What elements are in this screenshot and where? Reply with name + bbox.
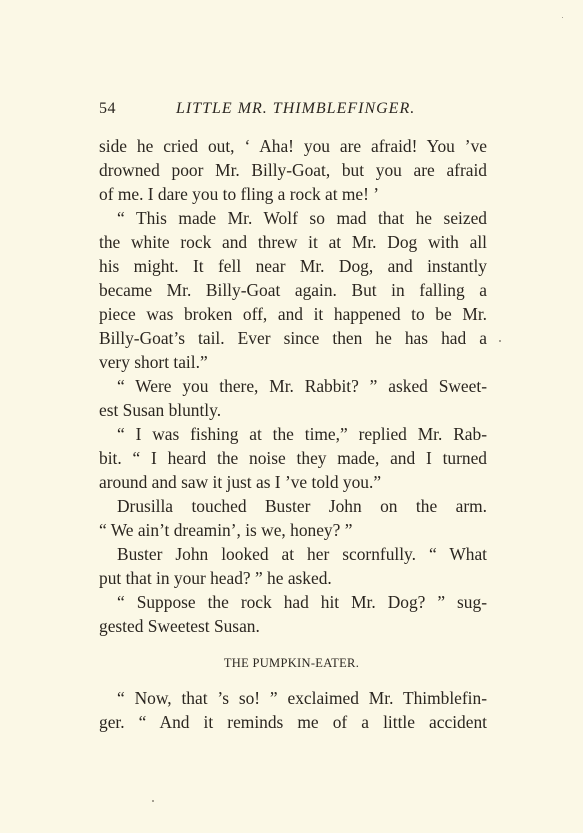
text-line: gested Sweetest Susan. <box>99 616 260 636</box>
text-line: piece was broken off, and it happened to be Mr. <box>99 304 487 324</box>
text-line: side he cried out, ‘ Aha! you are afraid! You ’ve <box>99 136 487 156</box>
text-line: bit. “ I heard the noise they made, and I turned <box>99 448 487 468</box>
running-title: LITTLE MR. THIMBLEFINGER. <box>176 100 416 117</box>
text-line: “ Suppose the rock had hit Mr. Dog? ” sug- <box>117 592 487 612</box>
text-line: his might. It fell near Mr. Dog, and instantly <box>99 256 487 276</box>
text-line: est Susan bluntly. <box>99 400 222 420</box>
text-line: of me. I dare you to fling a rock at me! ’ <box>99 184 380 204</box>
text-line: became Mr. Billy-Goat again. But in falling a <box>99 280 487 300</box>
paper-speck <box>562 17 563 18</box>
paper-speck <box>499 340 501 342</box>
text-line: put that in your head? ” he asked. <box>99 568 332 588</box>
page-header <box>99 100 487 124</box>
text-line: very short tail.” <box>99 352 208 372</box>
text-line: “ We ain’t dreamin’, is we, honey? ” <box>99 520 353 540</box>
paper-speck <box>152 800 154 802</box>
text-line: “ Were you there, Mr. Rabbit? ” asked Sweet- <box>117 376 487 396</box>
text-line: Billy-Goat’s tail. Ever since then he has had a <box>99 328 487 348</box>
text-line: Buster John looked at her scornfully. “ What <box>117 544 487 564</box>
text-line: “ This made Mr. Wolf so mad that he seized <box>117 208 487 228</box>
text-line: the white rock and threw it at Mr. Dog with all <box>99 232 487 252</box>
text-line: drowned poor Mr. Billy-Goat, but you are afraid <box>99 160 487 180</box>
text-line: ger. “ And it reminds me of a little accident <box>99 712 487 732</box>
text-line: around and saw it just as I ’ve told you.” <box>99 472 382 492</box>
section-heading: THE PUMPKIN-EATER. <box>223 656 360 670</box>
text-line: “ I was fishing at the time,” replied Mr. Rab- <box>117 424 487 444</box>
page-number: 54 <box>99 100 116 117</box>
text-line: “ Now, that ’s so! ” exclaimed Mr. Thimblefin- <box>117 688 487 708</box>
text-line: Drusilla touched Buster John on the arm. <box>117 496 487 516</box>
